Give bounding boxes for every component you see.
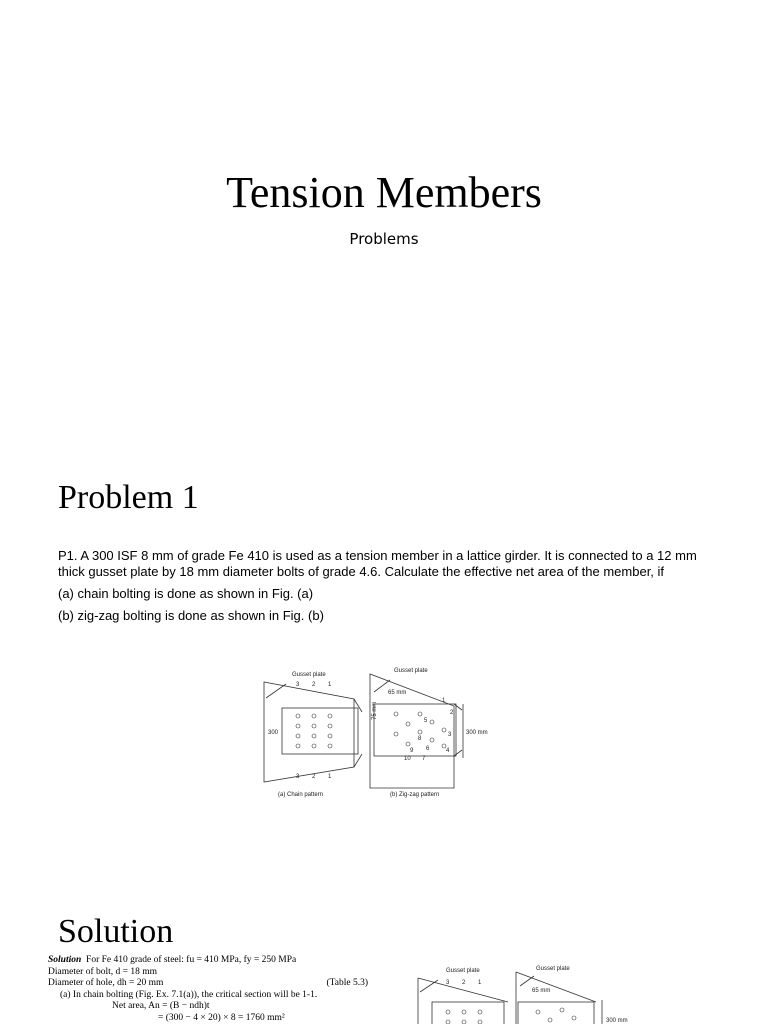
solution-gusset-label-b: Gusset plate [536, 966, 570, 972]
gusset-label-a: Gusset plate [292, 672, 326, 678]
solution-line-6: = (300 − 4 × 20) × 8 = 1760 mm² [158, 1012, 285, 1023]
solution-label: Solution [48, 955, 82, 965]
solution-chain-num-3: 3 [446, 980, 450, 986]
chain-num-bottom-2: 2 [312, 774, 316, 780]
solution-chain-num-1: 1 [478, 980, 482, 986]
chain-num-bottom-1: 1 [328, 774, 332, 780]
solution-width-label: 300 mm [606, 1018, 628, 1024]
chain-caption: (a) Chain pattern [278, 792, 324, 798]
zigzag-num-9: 9 [410, 748, 414, 754]
chain-num-top-1: 1 [328, 682, 332, 688]
problem-body [58, 548, 718, 630]
solution-title: Solution [58, 913, 174, 950]
solution-line-5: Net area, An = (B − ndh)t [112, 1001, 210, 1011]
zigzag-num-5: 5 [424, 718, 428, 724]
problem-item-a: (a) chain bolting is done as shown in Fig. (a) [58, 586, 314, 601]
solution-line-1: Solution For Fe 410 grade of steel: fu = 410 MPa, fy = 250 MPa [48, 955, 297, 965]
width-label-b: 300 mm [466, 730, 488, 736]
title-slide [0, 0, 768, 410]
zigzag-num-6: 6 [426, 746, 430, 752]
solution-pitch-label: 65 mm [532, 988, 551, 994]
zigzag-num-8: 8 [418, 736, 422, 742]
pitch-label: 65 mm [388, 690, 407, 696]
solution-line-2: Diameter of bolt, d = 18 mm [48, 966, 158, 977]
problem-statement: P1. A 300 ISF 8 mm of grade Fe 410 is used as a tension member in a lattice girder. It is connected to a 12 mm thick gusset plate by 18 mm diameter bolts of grade 4.6. Calculate the effective net area of the member, if [58, 548, 697, 579]
zigzag-caption: (b) Zig-zag pattern [390, 792, 440, 798]
solution-line-3: Diameter of hole, dh = 20 mm (Table 5.3) [48, 978, 368, 988]
bolting-patterns-figure [258, 664, 498, 804]
width-label-a: 300 [268, 730, 279, 736]
solution-figure [412, 962, 628, 1024]
zigzag-num-10: 10 [404, 756, 411, 762]
zigzag-num-7: 7 [422, 756, 426, 762]
chain-num-top-2: 2 [312, 682, 316, 688]
slide-subtitle: Problems [349, 230, 419, 248]
zigzag-num-1: 1 [442, 698, 446, 704]
chain-num-bottom-3: 3 [296, 774, 300, 780]
solution-line-4: (a) In chain bolting (Fig. Ex. 7.1(a)), the critical section will be 1-1. [60, 989, 318, 1000]
table-ref: (Table 5.3) [326, 978, 368, 988]
solution-gusset-label-a: Gusset plate [446, 968, 480, 974]
slide-title: Tension Members [226, 168, 542, 217]
zigzag-num-3: 3 [448, 732, 452, 738]
gusset-label-b: Gusset plate [394, 668, 428, 674]
problem-title: Problem 1 [58, 479, 199, 516]
chain-num-top-3: 3 [296, 682, 300, 688]
gauge-label: 75 mm [372, 701, 378, 720]
zigzag-num-2: 2 [450, 710, 454, 716]
solution-chain-num-2: 2 [462, 980, 466, 986]
solution-text [48, 955, 368, 1024]
chain-bolt-holes [296, 714, 332, 748]
problem-item-b: (b) zig-zag bolting is done as shown in Fig. (b) [58, 608, 324, 623]
zigzag-bolt-holes [394, 712, 446, 748]
zigzag-num-4: 4 [446, 748, 450, 754]
